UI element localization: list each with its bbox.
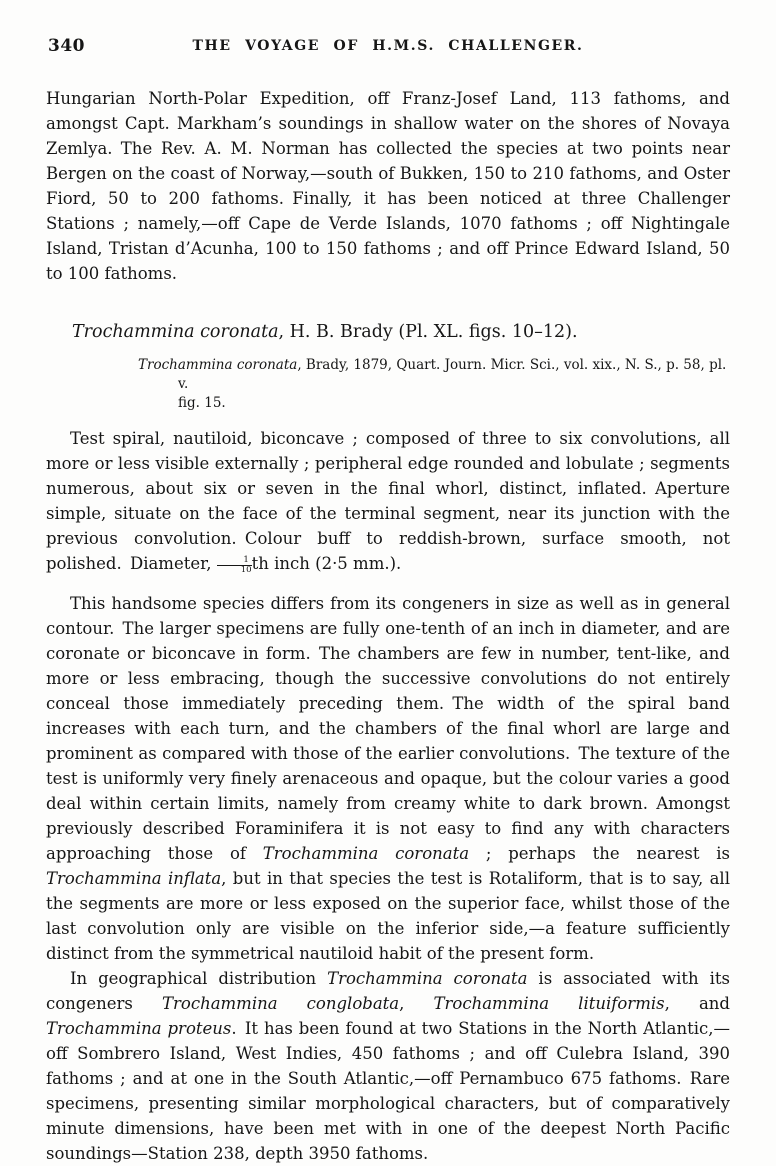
para-description: Test spiral, nautiloid, biconcave ; composed of three to six convolutions, all more or less visible externally ; peripheral edge rounded and lobulate ; segments numerous, about six or seven in the final whorl, distinct, inflated. Aperture simple, situate on the face of the terminal segment, near its junction with the previous convolution. Colour buff to reddish-brown, surface smooth, not polished. Diameter, $\frac{1}{10}$ th inch (2·5 mm.). [46,429,730,575]
para-continuation: Hungarian North-Polar Expedition, off Franz-Josef Land, 113 fathoms, and amongst Capt. Markham’s soundings in shallow water on the shores of Novaya Zemlya. The Rev. A. M. Norman has collected the species at two points near Bergen on the coast of Norway,—south of Bukken, 150 to 210 fathoms, and Oster Fiord, 50 to 200 fathoms. Finally, it has been noticed at three Challenger Stations ; namely,—off Cape de Verde Islands, 1070 fathoms ; off Nightingale Island, Tristan d’Acunha, 100 to 150 fathoms ; and off Prince Edward Island, 50 to 100 fathoms. [46,89,730,283]
para-distribution: In geographical distribution Trochammina coronata is associated with its congeners Trochammina conglobata, Trochammina lituiformis, and Trochammina proteus. It has been found at two Stations in the North Atlantic,—off Sombrero Island, West Indies, 450 fathoms ; and off Culebra Island, 390 fathoms ; and at one in the South Atlantic,—off Pernambuco 675 fathoms. Rare specimens, presenting similar morphological characters, but of comparatively minute dimensions, have been met with in one of the deepest North Pacific soundings—Station 238, depth 3950 fathoms. [46,969,731,1163]
page-number: 340 [48,36,85,56]
running-head: THE VOYAGE OF H.M.S. CHALLENGER. [192,38,584,54]
species-heading: Trochammina coronata, H. B. Brady (Pl. XL. figs. 10–12). [72,322,578,342]
citation: Trochammina coronata, Brady, 1879, Quart. Journ. Micr. Sci., vol. xix., N. S., p. 58, pl. v. fig. 15. [138,357,727,411]
page-header [0,0,776,58]
para-discussion: This handsome species differs from its congeners in size as well as in general contour. The larger specimens are fully one-tenth of an inch in diameter, and are coronate or biconcave in form. The chambers are few in number, tent-like, and more or less embracing, though the successive convolutions do not entirely conceal those immediately preceding them. The width of the spiral band increases with each turn, and the chambers of the final whorl are large and prominent as compared with those of the earlier convolutions. The texture of the test is uniformly very finely arenaceous and opaque, but the colour varies a good deal within certain limits, namely from creamy white to dark brown. Amongst previously described Foraminifera it is not easy to find any with characters approaching those of Trochammina coronata ; perhaps the nearest is Trochammina inflata, but in that species the test is Rotaliform, that is to say, all the segments are more or less exposed on the superior face, whilst those of the last convolution only are visible on the inferior side,—a feature sufficiently distinct from the symmetrical nautiloid habit of the present form. [46,594,730,963]
page-content [0,86,776,1166]
